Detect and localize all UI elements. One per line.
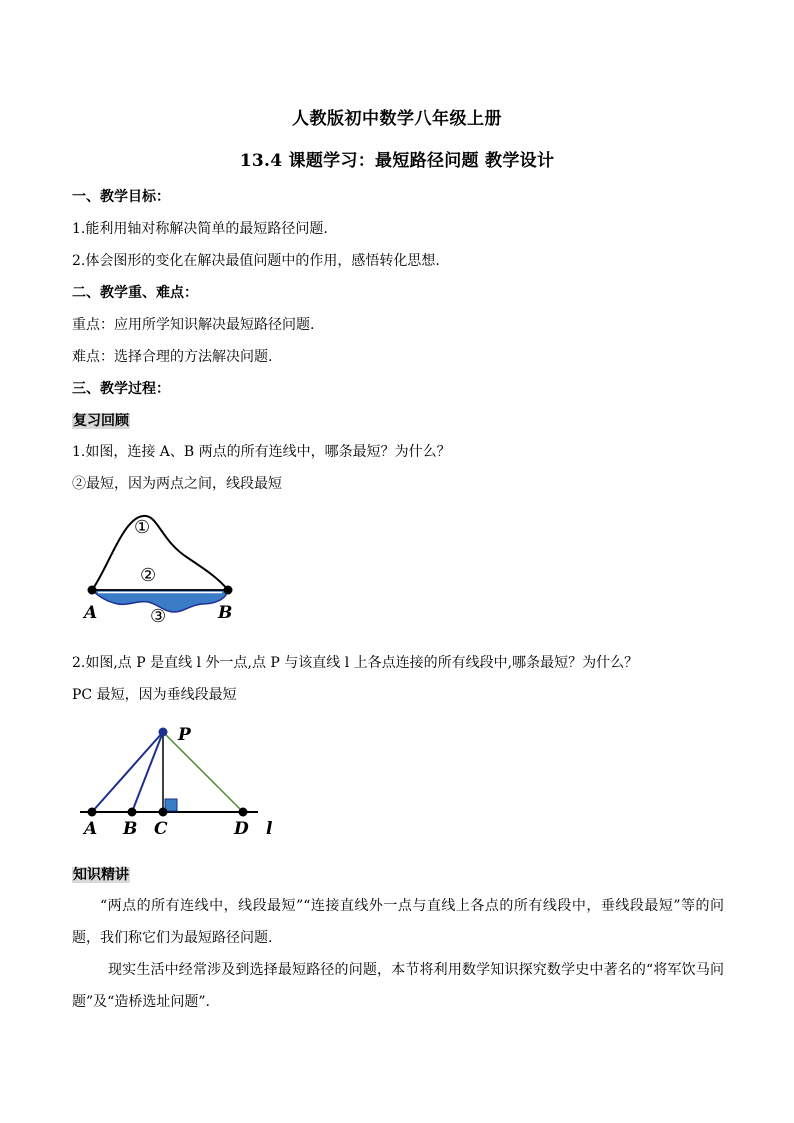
segment-pa	[92, 732, 163, 812]
section1-heading: 一、教学目标：	[72, 189, 170, 205]
label-c: C	[154, 819, 168, 839]
point-a-dot	[88, 808, 97, 817]
figure-shortest-path-two-points	[78, 508, 258, 628]
section3-heading: 三、教学过程：	[72, 381, 170, 397]
knowledge-tag: 知识精讲	[73, 867, 129, 883]
section2-heading: 二、教学重、难点：	[72, 285, 198, 301]
segment-pb	[132, 732, 163, 812]
label-p: P	[178, 725, 191, 745]
point-b-dot	[128, 808, 137, 817]
path-1-curve	[92, 516, 228, 590]
key-point: 重点：应用所学知识解决最短路径问题.	[72, 317, 315, 333]
label-d: D	[234, 819, 249, 839]
point-d-dot	[239, 808, 248, 817]
knowledge-paragraph-2: 现实生活中经常涉及到选择最短路径的问题，本节将利用数学知识探究数学史中著名的“将军饮马问题”及“造桥选址问题”.	[72, 962, 724, 1010]
figure-perpendicular-segment	[74, 720, 284, 840]
document-title: 人教版初中数学八年级上册	[292, 109, 502, 129]
right-angle-mark	[165, 799, 177, 811]
document-subtitle: 13.4 课题学习：最短路径问题 教学设计	[239, 151, 555, 171]
question-2: 2.如图,点 P 是直线 l 外一点,点 P 与该直线 l 上各点连接的所有线段中,哪条最短？为什么？	[72, 655, 639, 671]
point-a-dot	[88, 586, 97, 595]
label-a: A	[84, 603, 98, 623]
label-b: B	[123, 819, 138, 839]
answer-2: PC 最短，因为垂线段最短	[72, 687, 237, 703]
label-a: A	[84, 819, 98, 839]
point-p-dot	[159, 728, 168, 737]
question-1: 1.如图，连接 A、B 两点的所有连线中，哪条最短？为什么？	[72, 444, 451, 460]
label-b: B	[218, 603, 233, 623]
label-l: l	[266, 819, 273, 839]
review-tag: 复习回顾	[73, 413, 129, 429]
objective-1: 1.能利用轴对称解决简单的最短路径问题.	[72, 221, 328, 237]
difficult-point: 难点：选择合理的方法解决问题.	[72, 349, 273, 365]
label-path-2: ②	[140, 565, 157, 586]
label-path-3: ③	[150, 606, 167, 627]
knowledge-paragraph-1: “两点的所有连线中，线段最短”“连接直线外一点与直线上各点的所有线段中，垂线段最短”等的问题，我们称它们为最短路径问题.	[72, 898, 724, 946]
answer-1: ②最短，因为两点之间，线段最短	[72, 476, 282, 492]
point-b-dot	[224, 586, 233, 595]
label-path-1: ①	[134, 517, 151, 538]
point-c-dot	[159, 808, 168, 817]
objective-2: 2.体会图形的变化在解决最值问题中的作用，感悟转化思想.	[72, 253, 440, 269]
